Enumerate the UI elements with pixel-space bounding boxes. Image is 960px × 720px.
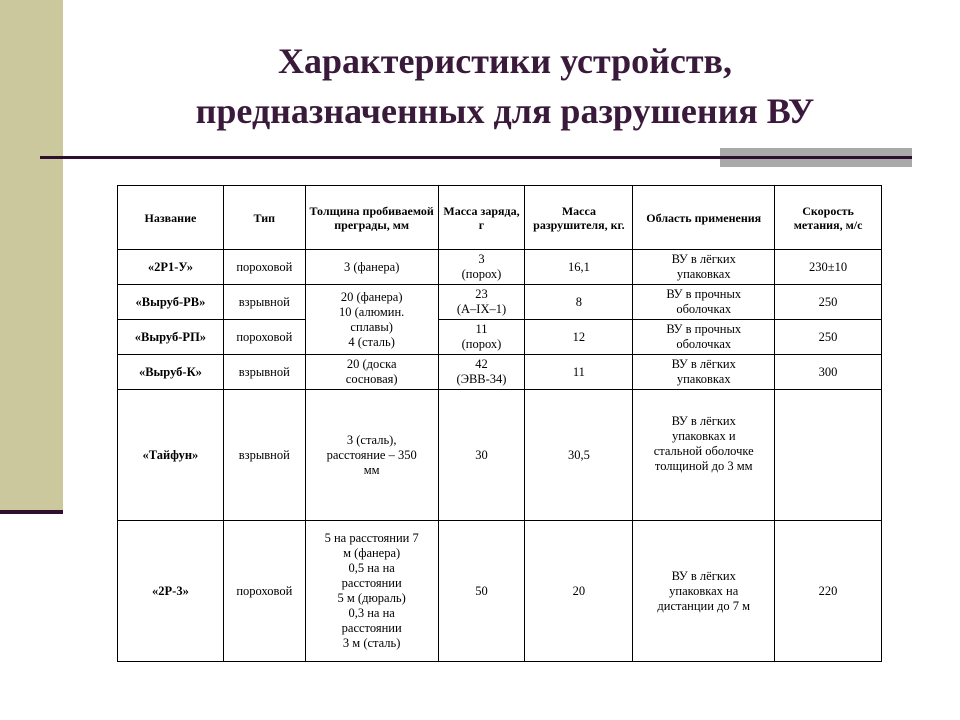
cell-name: «2Р1-У» [118,250,224,285]
cell-thickness: 3 (сталь), расстояние – 350 мм [305,390,438,521]
cell-device-mass: 8 [525,285,633,320]
cell-name: «Выруб-РВ» [118,285,224,320]
table-row [118,390,882,521]
cell-speed [775,390,882,521]
cell-thickness: 5 на расстоянии 7 м (фанера) 0,5 на на расстоянии 5 м (дюраль) 0,3 на на расстоянии 3 м (сталь) [305,521,438,662]
header-type: Тип [223,186,305,250]
cell-speed: 250 [775,285,882,320]
header-thickness: Толщина пробиваемой преграды, мм [305,186,438,250]
cell-charge-mass: 50 [438,521,525,662]
cell-name: «Выруб-РП» [118,320,224,355]
cell-type: взрывной [223,355,305,390]
cell-application: ВУ в прочных оболочках [633,285,775,320]
cell-charge-mass: 30 [438,390,525,521]
cell-name: «2Р-3» [118,521,224,662]
header-charge-mass: Масса заряда, г [438,186,525,250]
cell-thickness: 20 (фанера) 10 (алюмин. сплавы) 4 (сталь) [305,285,438,355]
cell-speed: 230±10 [775,250,882,285]
table-header-row [118,186,882,250]
device-spec-table [117,185,882,662]
cell-device-mass: 16,1 [525,250,633,285]
cell-application: ВУ в лёгких упаковках на дистанции до 7 м [633,521,775,662]
cell-charge-mass: 11 (порох) [438,320,525,355]
cell-speed: 220 [775,521,882,662]
cell-application: ВУ в прочных оболочках [633,320,775,355]
cell-device-mass: 11 [525,355,633,390]
slide-title-line-1: Характеристики устройств, [278,41,732,81]
cell-device-mass: 12 [525,320,633,355]
cell-type: взрывной [223,390,305,521]
cell-type: взрывной [223,285,305,320]
cell-speed: 300 [775,355,882,390]
cell-charge-mass: 23 (А–IX–1) [438,285,525,320]
title-underline [40,156,912,159]
header-application: Область применения [633,186,775,250]
table-row [118,521,882,662]
cell-charge-mass: 3 (порох) [438,250,525,285]
header-speed: Скорость метания, м/с [775,186,882,250]
cell-name: «Тайфун» [118,390,224,521]
cell-thickness: 20 (доска сосновая) [305,355,438,390]
cell-type: пороховой [223,320,305,355]
cell-device-mass: 30,5 [525,390,633,521]
cell-speed: 250 [775,320,882,355]
cell-application: ВУ в лёгких упаковках [633,355,775,390]
cell-application: ВУ в лёгких упаковках [633,250,775,285]
cell-charge-mass: 42 (ЭВВ-34) [438,355,525,390]
cell-device-mass: 20 [525,521,633,662]
cell-application: ВУ в лёгких упаковках и стальной оболочке толщиной до 3 мм [633,390,775,521]
header-device-mass: Масса разрушителя, кг. [525,186,633,250]
slide-title [60,36,950,136]
header-name: Название [118,186,224,250]
cell-type: пороховой [223,250,305,285]
cell-thickness: 3 (фанера) [305,250,438,285]
cell-type: пороховой [223,521,305,662]
table-row [118,285,882,320]
left-accent-bar-edge [0,510,63,514]
left-accent-bar [0,0,63,512]
table-row [118,250,882,285]
table-row [118,355,882,390]
slide-title-line-2: предназначенных для разрушения ВУ [195,91,815,131]
cell-name: «Выруб-К» [118,355,224,390]
table-row [118,320,882,355]
